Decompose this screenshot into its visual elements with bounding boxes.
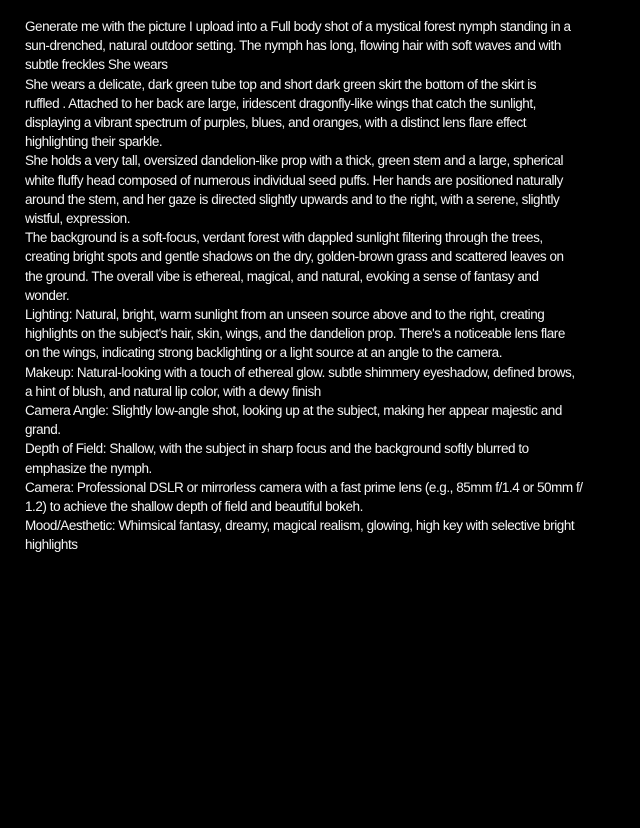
text-line: ruffled . Attached to her back are large, iridescent dragonfly-like wings that catch the sunlight, (25, 95, 536, 111)
text-line: a hint of blush, and natural lip color, with a dewy finish (25, 383, 321, 399)
text-line: The background is a soft-focus, verdant forest with dappled sunlight filtering through the trees, (25, 230, 543, 246)
text-line: sun-drenched, natural outdoor setting. The nymph has long, flowing hair with soft waves and with (25, 38, 561, 54)
text-line: subtle freckles She wears (25, 57, 168, 73)
paragraph-mood-aesthetic (25, 516, 617, 554)
paragraph-depth-of-field (25, 439, 617, 477)
paragraph-dandelion-prop (25, 151, 617, 228)
paragraph-lighting (25, 305, 617, 363)
paragraph-camera (25, 478, 617, 516)
text-line: She wears a delicate, dark green tube top and short dark green skirt the bottom of the skirt is (25, 76, 537, 92)
text-line: on the wings, indicating strong backlighting or a light source at an angle to the camera. (25, 345, 503, 361)
paragraph-outfit-and-wings (25, 75, 617, 152)
text-line: Generate me with the picture I upload into a Full body shot of a mystical forest nymph standing in a (25, 19, 571, 34)
prompt-document (25, 17, 617, 555)
text-line: highlighting their sparkle. (25, 134, 163, 150)
text-line: the ground. The overall vibe is ethereal, magical, and natural, evoking a sense of fantasy and (25, 268, 539, 284)
text-line: Camera: Professional DSLR or mirrorless camera with a fast prime lens (e.g., 85mm f/1.4 or 50mm f/ (25, 479, 583, 495)
text-line: highlights on the subject's hair, skin, wings, and the dandelion prop. There's a noticeable lens flare (25, 326, 565, 342)
text-line: wistful, expression. (25, 211, 131, 227)
text-line: wonder. (25, 287, 70, 303)
text-line: Mood/Aesthetic: Whimsical fantasy, dreamy, magical realism, glowing, high key with selective bright (25, 518, 575, 534)
text-line: highlights (25, 537, 78, 553)
paragraph-background-setting (25, 228, 617, 305)
text-line: displaying a vibrant spectrum of purples, blues, and oranges, with a distinct lens flare effect (25, 115, 527, 131)
paragraph-makeup (25, 363, 617, 401)
paragraph-camera-angle (25, 401, 617, 439)
text-line: Makeup: Natural-looking with a touch of ethereal glow. subtle shimmery eyeshadow, defined brows, (25, 364, 575, 380)
text-line: Camera Angle: Slightly low-angle shot, looking up at the subject, making her appear majestic and (25, 403, 562, 419)
text-line: white fluffy head composed of numerous individual seed puffs. Her hands are positioned naturally (25, 172, 563, 188)
paragraph-intro (25, 17, 617, 75)
text-line: 1.2) to achieve the shallow depth of field and beautiful bokeh. (25, 499, 363, 515)
text-line: grand. (25, 422, 61, 438)
text-line: Depth of Field: Shallow, with the subject in sharp focus and the background softly blurred to (25, 441, 529, 457)
text-line: Lighting: Natural, bright, warm sunlight from an unseen source above and to the right, creating (25, 307, 545, 323)
text-line: creating bright spots and gentle shadows on the dry, golden-brown grass and scattered leaves on (25, 249, 564, 265)
text-line: around the stem, and her gaze is directed slightly upwards and to the right, with a serene, slightly (25, 191, 560, 207)
text-line: She holds a very tall, oversized dandelion-like prop with a thick, green stem and a large, spherical (25, 153, 564, 169)
text-line: emphasize the nymph. (25, 460, 152, 476)
